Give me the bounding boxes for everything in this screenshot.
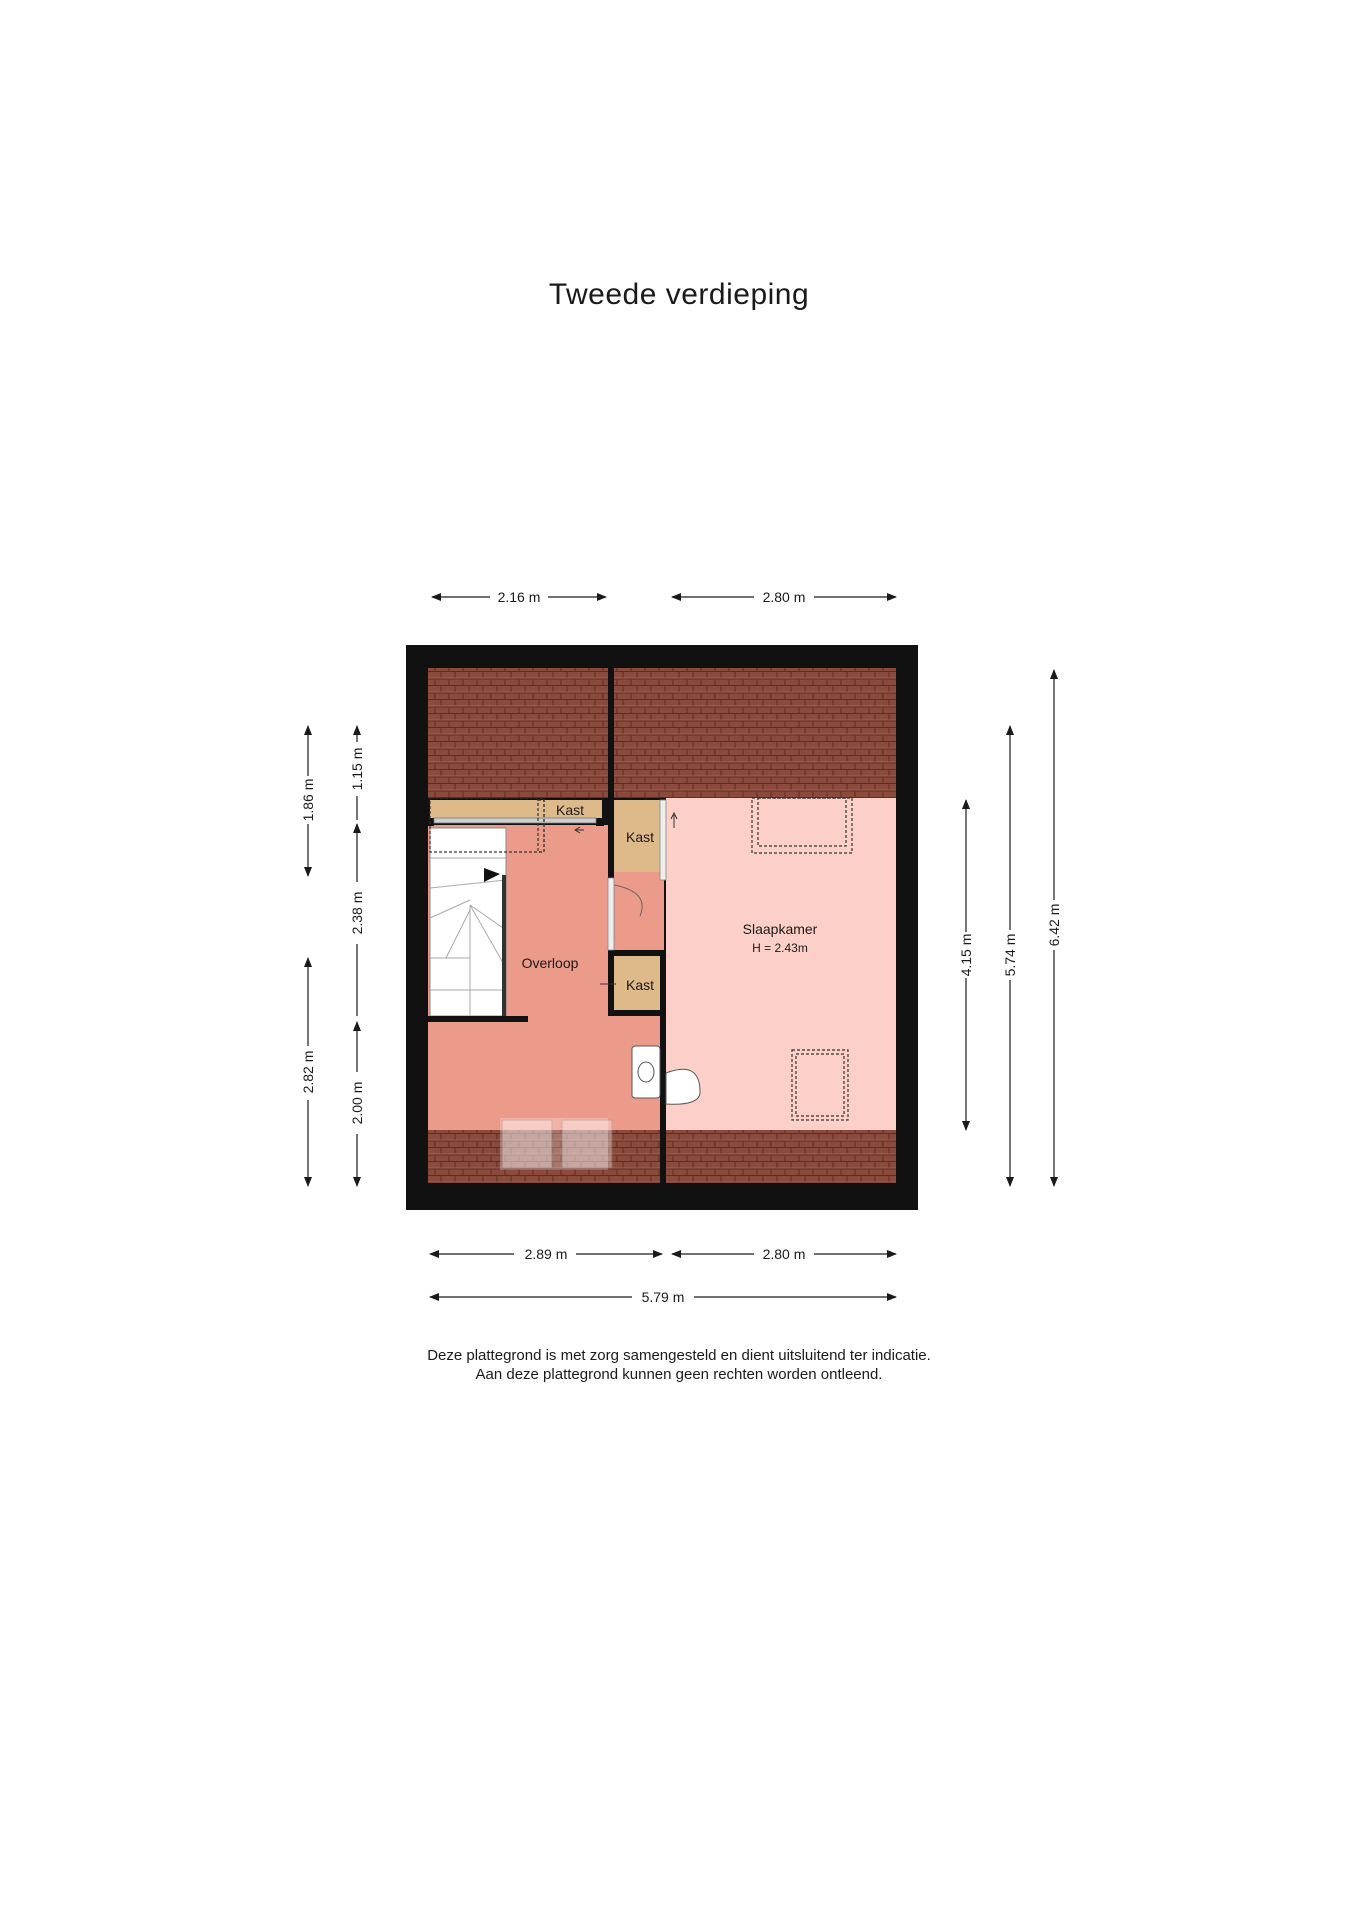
kast-top-label: Kast bbox=[555, 802, 585, 818]
dim-top-1 bbox=[432, 589, 606, 605]
slaapkamer-floor bbox=[666, 798, 896, 1183]
dim-right-1-label: 4.15 m bbox=[958, 933, 974, 977]
kast-low-label: Kast bbox=[625, 977, 655, 993]
dim-left-inner-3 bbox=[349, 1022, 365, 1186]
overloop-label: Overloop bbox=[521, 955, 579, 971]
dim-left-outer-2-label: 2.82 m bbox=[300, 1050, 316, 1094]
dim-top-2 bbox=[672, 589, 896, 605]
kast-mid-label: Kast bbox=[625, 829, 655, 845]
dim-right-3-label: 6.42 m bbox=[1046, 903, 1062, 947]
slaapkamer-height: H = 2.43m bbox=[752, 941, 808, 955]
dim-left-outer-1 bbox=[300, 726, 316, 876]
slaapkamer-label: Slaapkamer bbox=[742, 921, 818, 937]
dim-right-2-label: 5.74 m bbox=[1002, 933, 1018, 977]
dim-top-2-label: 2.80 m bbox=[762, 589, 806, 605]
dim-left-inner-1-label: 1.15 m bbox=[349, 747, 365, 791]
stairs bbox=[430, 828, 506, 1017]
dim-left-outer-1-label: 1.86 m bbox=[300, 778, 316, 822]
dim-left-inner-2-label: 2.38 m bbox=[349, 891, 365, 935]
dim-right-1 bbox=[958, 800, 974, 1130]
dim-left-inner-2 bbox=[349, 824, 365, 1016]
dim-bottom-total-label: 5.79 m bbox=[641, 1289, 685, 1305]
dim-bottom-2-label: 2.80 m bbox=[762, 1246, 806, 1262]
disclaimer-line-1: Deze plattegrond is met zorg samengesteld en dient uitsluitend ter indicatie. bbox=[427, 1347, 931, 1364]
dim-left-inner-1 bbox=[349, 726, 365, 820]
disclaimer-line-2: Aan deze plattegrond kunnen geen rechten worden ontleend. bbox=[475, 1366, 883, 1383]
dim-bottom-1-label: 2.89 m bbox=[524, 1246, 568, 1262]
dim-bottom-1 bbox=[430, 1246, 662, 1262]
dim-top-1-label: 2.16 m bbox=[497, 589, 541, 605]
page-title: Tweede verdieping bbox=[548, 278, 810, 311]
dim-left-outer-2 bbox=[300, 958, 316, 1186]
dim-bottom-2 bbox=[672, 1246, 896, 1262]
dim-right-3 bbox=[1046, 670, 1062, 1186]
roof-tiles-top bbox=[428, 668, 896, 798]
dim-left-inner-3-label: 2.00 m bbox=[349, 1081, 365, 1125]
dim-right-2 bbox=[1002, 726, 1018, 1186]
dim-bottom-total bbox=[430, 1289, 896, 1305]
disclaimer bbox=[0, 1346, 1358, 1384]
